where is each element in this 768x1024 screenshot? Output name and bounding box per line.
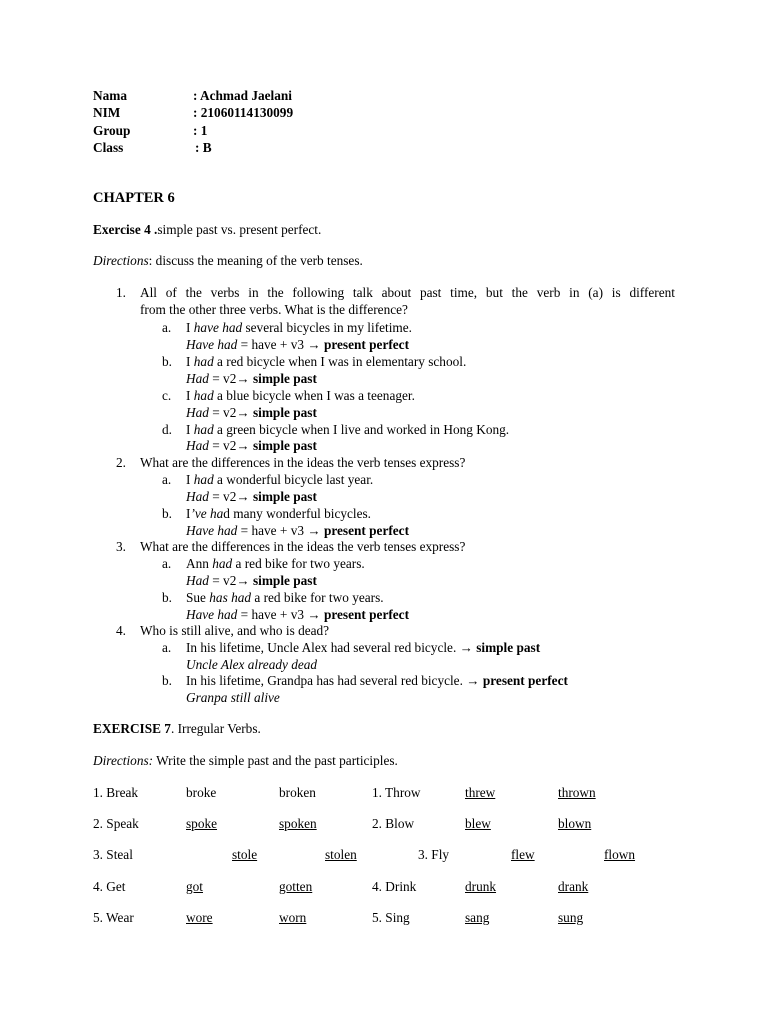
q4-number: 4. (116, 623, 126, 638)
q1-line2: from the other three verbs. What is the difference? (140, 302, 408, 317)
exercise-4-directions (93, 253, 363, 270)
q1-a-sentence: I have had several bicycles in my lifetime. (186, 320, 412, 335)
verb-participle: worn (279, 910, 307, 925)
verb-past: blew (465, 816, 491, 831)
verb-past: stole (232, 847, 258, 862)
directions-text: : discuss the meaning of the verb tenses. (148, 253, 363, 268)
q2-text: What are the differences in the ideas the verb tenses express? (140, 455, 466, 470)
exercise-4-subtitle: simple past vs. present perfect. (157, 222, 322, 237)
chapter-heading: CHAPTER 6 (93, 190, 175, 206)
exercise-4-title: Exercise 4 . (93, 222, 158, 237)
directions-text: Write the simple past and the past participles. (153, 753, 398, 768)
q1-c-sentence: I had a blue bicycle when I was a teenager. (186, 388, 415, 403)
exercise-7-subtitle: . Irregular Verbs. (170, 721, 261, 736)
q3-a-answer: Had = v2→ simple past (186, 573, 317, 588)
verb-base: 4. Get (93, 879, 126, 894)
verb-base: 3. Steal (93, 847, 133, 862)
verb-participle: spoken (279, 816, 317, 831)
verb-participle: drank (558, 879, 589, 894)
q1-a-answer: Have had = have + v3 → present perfect (186, 337, 410, 352)
verb-participle: thrown (558, 785, 596, 800)
q3-a-sentence: Ann had a red bike for two years. (186, 556, 365, 571)
exercise-7-heading (93, 721, 261, 738)
group-value: : 1 (193, 123, 208, 138)
verb-participle: blown (558, 816, 592, 831)
q1-b-sentence: I had a red bicycle when I was in elementary school. (186, 354, 467, 369)
name-value: : Achmad Jaelani (193, 88, 292, 103)
q1-d-answer: Had = v2→ simple past (186, 438, 317, 453)
q1-line1: All of the verbs in the following talk about past time, but the verb in (a) is different (140, 285, 675, 300)
q2-a-letter: a. (162, 472, 172, 487)
verb-past: spoke (186, 816, 218, 831)
verb-participle: broken (279, 785, 316, 800)
verb-past: broke (186, 785, 217, 800)
verb-participle: sung (558, 910, 584, 925)
q2-number: 2. (116, 455, 126, 470)
verb-base: 5. Wear (93, 910, 134, 925)
verb-base: 2. Blow (372, 816, 415, 831)
q1-a-letter: a. (162, 320, 172, 335)
q2-b-answer: Have had = have + v3 → present perfect (186, 523, 410, 538)
q4-b-letter: b. (162, 673, 172, 688)
q4-a-letter: a. (162, 640, 172, 655)
q1-c-answer: Had = v2→ simple past (186, 405, 317, 420)
q1-d-sentence: I had a green bicycle when I live and worked in Hong Kong. (186, 422, 510, 437)
exercise-4-heading (93, 222, 321, 239)
nim-value: : 21060114130099 (193, 105, 294, 120)
q2-b-letter: b. (162, 506, 172, 521)
q3-a-letter: a. (162, 556, 172, 571)
q4-a-answer: Uncle Alex already dead (186, 657, 318, 672)
exercise-7-title: EXERCISE 7 (93, 721, 171, 736)
exercise-7-directions (93, 753, 398, 770)
q3-b-sentence: Sue has had a red bike for two years. (186, 590, 384, 605)
q3-b-answer: Have had = have + v3 → present perfect (186, 607, 410, 622)
q1-number: 1. (116, 285, 126, 300)
verb-participle: flown (604, 847, 636, 862)
q2-b-sentence: I’ve had many wonderful bicycles. (186, 506, 371, 521)
class-label: Class (93, 140, 124, 155)
q3-b-letter: b. (162, 590, 172, 605)
q1-b-letter: b. (162, 354, 172, 369)
q1-c-letter: c. (162, 388, 172, 403)
verb-base: 1. Throw (372, 785, 421, 800)
directions-label: Directions: (93, 753, 154, 768)
q1-d-letter: d. (162, 422, 172, 437)
q2-a-answer: Had = v2→ simple past (186, 489, 317, 504)
nim-label: NIM (93, 105, 121, 120)
q4-b-sentence: In his lifetime, Grandpa has had several red bicycle. → present perfect (186, 673, 568, 688)
verb-past: flew (511, 847, 535, 862)
verb-past: sang (465, 910, 490, 925)
verb-participle: stolen (325, 847, 357, 862)
name-label: Nama (93, 88, 127, 103)
q4-a-sentence: In his lifetime, Uncle Alex had several red bicycle. → simple past (186, 640, 541, 655)
q2-a-sentence: I had a wonderful bicycle last year. (186, 472, 374, 487)
verb-base: 3. Fly (418, 847, 450, 862)
class-value: : B (195, 140, 212, 155)
verb-past: threw (465, 785, 496, 800)
q3-text: What are the differences in the ideas the verb tenses express? (140, 539, 466, 554)
group-label: Group (93, 123, 131, 138)
verb-past: got (186, 879, 203, 894)
q1-b-answer: Had = v2→ simple past (186, 371, 317, 386)
q3-number: 3. (116, 539, 126, 554)
verb-participle: gotten (279, 879, 313, 894)
verb-past: drunk (465, 879, 497, 894)
verb-past: wore (186, 910, 213, 925)
q4-b-answer: Granpa still alive (186, 690, 280, 705)
q4-text: Who is still alive, and who is dead? (140, 623, 330, 638)
verb-base: 4. Drink (372, 879, 417, 894)
verb-base: 2. Speak (93, 816, 139, 831)
verb-base: 5. Sing (372, 910, 410, 925)
directions-label: Directions (93, 253, 149, 268)
verb-base: 1. Break (93, 785, 139, 800)
